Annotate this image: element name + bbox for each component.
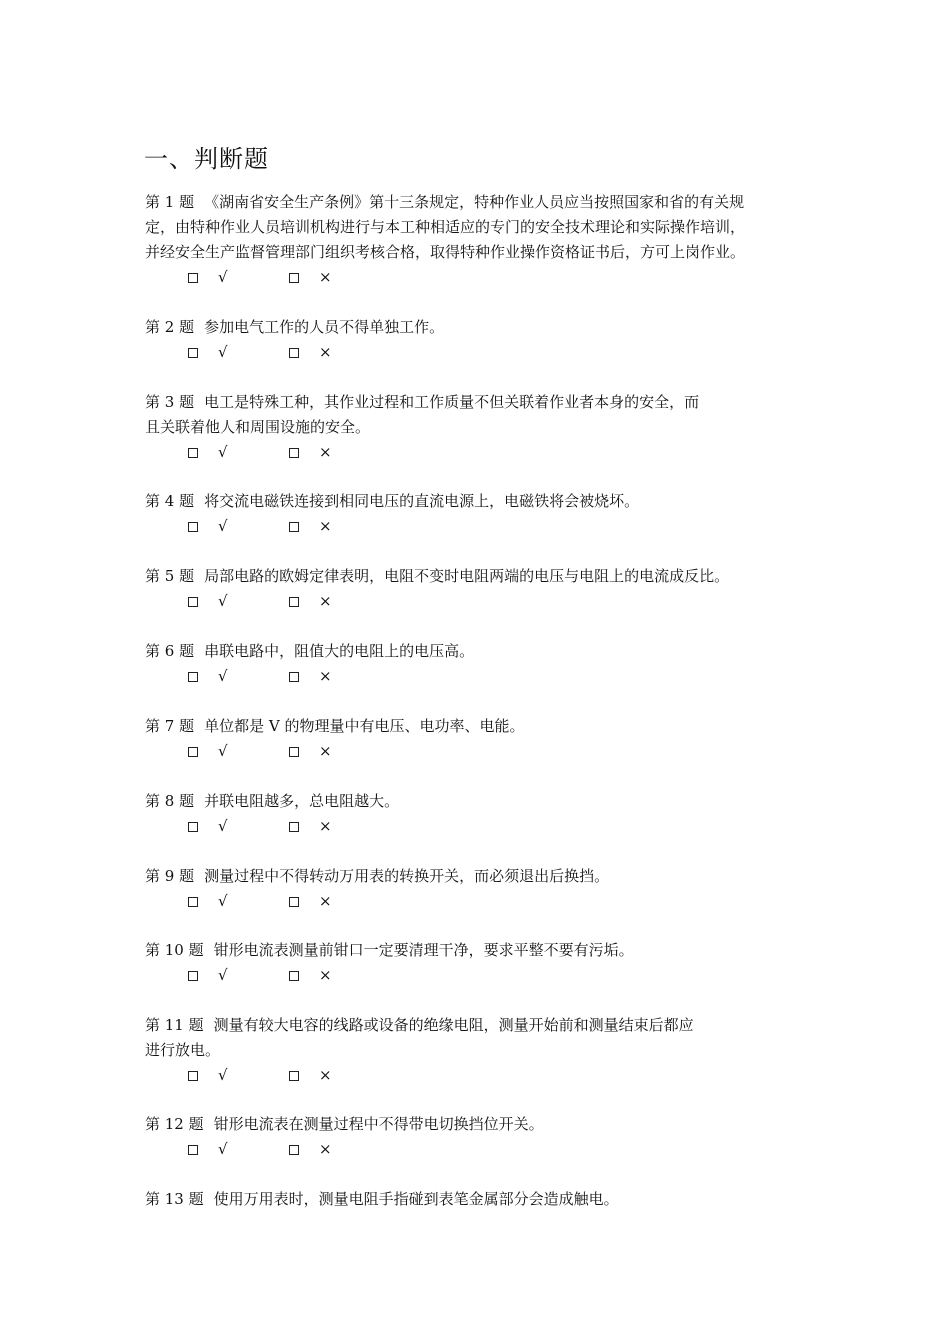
question-number: 第 13 题 bbox=[145, 1190, 204, 1208]
question-text-line bbox=[145, 864, 825, 889]
option-false[interactable] bbox=[289, 739, 332, 764]
question-text-line bbox=[145, 415, 825, 440]
question-text: 串联电路中，阻值大的电阻上的电压高。 bbox=[204, 642, 475, 660]
question-text: 进行放电。 bbox=[145, 1041, 221, 1059]
question-item bbox=[145, 190, 825, 290]
question-item bbox=[145, 789, 825, 839]
question-text: 电工是特殊工种，其作业过程和工作质量不但关联着作业者本身的安全，而 bbox=[204, 393, 700, 411]
option-true[interactable] bbox=[188, 963, 228, 988]
checkbox[interactable] bbox=[188, 897, 198, 907]
question-number: 第 9 题 bbox=[145, 867, 195, 885]
option-true-label: √ bbox=[218, 592, 228, 610]
option-false-label: × bbox=[319, 817, 332, 835]
option-true[interactable] bbox=[188, 440, 228, 465]
option-false[interactable] bbox=[289, 1137, 332, 1162]
question-text: 并经安全生产监督管理部门组织考核合格，取得特种作业操作资格证书后，方可上岗作业。 bbox=[145, 243, 746, 261]
question-item bbox=[145, 489, 825, 539]
option-false-label: × bbox=[319, 742, 332, 760]
option-false[interactable] bbox=[289, 814, 332, 839]
question-text: 且关联着他人和周围设施的安全。 bbox=[145, 418, 371, 436]
option-false-label: × bbox=[319, 268, 332, 286]
option-false[interactable] bbox=[289, 1063, 332, 1088]
question-item bbox=[145, 864, 825, 914]
option-false[interactable] bbox=[289, 340, 332, 365]
option-false-label: × bbox=[319, 1066, 332, 1084]
option-true[interactable] bbox=[188, 265, 228, 290]
option-false-label: × bbox=[319, 592, 332, 610]
question-number: 第 1 题 bbox=[145, 193, 195, 211]
option-true[interactable] bbox=[188, 340, 228, 365]
question-text: 局部电路的欧姆定律表明，电阻不变时电阻两端的电压与电阻上的电流成反比。 bbox=[204, 567, 730, 585]
question-item bbox=[145, 1013, 825, 1088]
option-true[interactable] bbox=[188, 739, 228, 764]
option-false[interactable] bbox=[289, 589, 332, 614]
question-text-line bbox=[145, 215, 825, 240]
answer-options bbox=[145, 739, 825, 764]
option-true[interactable] bbox=[188, 664, 228, 689]
option-true[interactable] bbox=[188, 589, 228, 614]
question-text-line bbox=[145, 315, 825, 340]
question-item bbox=[145, 714, 825, 764]
option-true[interactable] bbox=[188, 514, 228, 539]
checkbox[interactable] bbox=[188, 348, 198, 358]
option-true[interactable] bbox=[188, 1063, 228, 1088]
option-false-label: × bbox=[319, 443, 332, 461]
question-item bbox=[145, 1187, 825, 1212]
question-text-line bbox=[145, 489, 825, 514]
option-true-label: √ bbox=[218, 742, 228, 760]
question-number: 第 3 题 bbox=[145, 393, 195, 411]
question-text-line bbox=[145, 1112, 825, 1137]
option-false[interactable] bbox=[289, 963, 332, 988]
question-text: 测量有较大电容的线路或设备的绝缘电阻，测量开始前和测量结束后都应 bbox=[213, 1016, 694, 1034]
checkbox[interactable] bbox=[289, 597, 299, 607]
option-true-label: √ bbox=[218, 966, 228, 984]
question-item bbox=[145, 315, 825, 365]
checkbox[interactable] bbox=[188, 971, 198, 981]
question-text-line bbox=[145, 639, 825, 664]
checkbox[interactable] bbox=[289, 348, 299, 358]
question-item bbox=[145, 564, 825, 614]
option-true-label: √ bbox=[218, 1140, 228, 1158]
answer-options bbox=[145, 1063, 825, 1088]
checkbox[interactable] bbox=[188, 1145, 198, 1155]
checkbox[interactable] bbox=[188, 448, 198, 458]
question-number: 第 5 题 bbox=[145, 567, 195, 585]
option-false[interactable] bbox=[289, 265, 332, 290]
checkbox[interactable] bbox=[188, 747, 198, 757]
option-true-label: √ bbox=[218, 892, 228, 910]
question-text-line bbox=[145, 564, 825, 589]
question-number: 第 6 题 bbox=[145, 642, 195, 660]
question-number: 第 8 题 bbox=[145, 792, 195, 810]
answer-options bbox=[145, 514, 825, 539]
checkbox[interactable] bbox=[289, 448, 299, 458]
answer-options bbox=[145, 1137, 825, 1162]
question-text: 定，由特种作业人员培训机构进行与本工种相适应的专门的安全技术理论和实际操作培训， bbox=[145, 218, 746, 236]
question-number: 第 12 题 bbox=[145, 1115, 204, 1133]
answer-options bbox=[145, 963, 825, 988]
option-true-label: √ bbox=[218, 343, 228, 361]
question-text: 测量过程中不得转动万用表的转换开关，而必须退出后换挡。 bbox=[204, 867, 610, 885]
option-false[interactable] bbox=[289, 889, 332, 914]
option-false[interactable] bbox=[289, 514, 332, 539]
question-text-line bbox=[145, 240, 825, 265]
checkbox[interactable] bbox=[188, 273, 198, 283]
answer-options bbox=[145, 664, 825, 689]
checkbox[interactable] bbox=[188, 522, 198, 532]
option-true-label: √ bbox=[218, 667, 228, 685]
question-text: 《湖南省安全生产条例》第十三条规定，特种作业人员应当按照国家和省的有关规 bbox=[204, 193, 745, 211]
question-number: 第 4 题 bbox=[145, 492, 195, 510]
option-true-label: √ bbox=[218, 443, 228, 461]
option-true-label: √ bbox=[218, 517, 228, 535]
question-item bbox=[145, 1112, 825, 1162]
answer-options bbox=[145, 589, 825, 614]
question-text: 将交流电磁铁连接到相同电压的直流电源上，电磁铁将会被烧坏。 bbox=[204, 492, 640, 510]
checkbox[interactable] bbox=[289, 672, 299, 682]
question-text: 钳形电流表在测量过程中不得带电切换挡位开关。 bbox=[213, 1115, 544, 1133]
question-item bbox=[145, 390, 825, 465]
checkbox[interactable] bbox=[289, 822, 299, 832]
question-item bbox=[145, 938, 825, 988]
answer-options bbox=[145, 340, 825, 365]
checkbox[interactable] bbox=[289, 1145, 299, 1155]
option-false-label: × bbox=[319, 892, 332, 910]
question-text-line bbox=[145, 390, 825, 415]
checkbox[interactable] bbox=[289, 1071, 299, 1081]
question-text-line bbox=[145, 714, 825, 739]
option-false-label: × bbox=[319, 966, 332, 984]
answer-options bbox=[145, 889, 825, 914]
checkbox[interactable] bbox=[188, 672, 198, 682]
checkbox[interactable] bbox=[289, 273, 299, 283]
option-false-label: × bbox=[319, 517, 332, 535]
question-number: 第 7 题 bbox=[145, 717, 195, 735]
question-text-line bbox=[145, 190, 825, 215]
answer-options bbox=[145, 265, 825, 290]
section-title: 一、判断题 bbox=[144, 145, 269, 173]
checkbox[interactable] bbox=[188, 597, 198, 607]
option-true-label: √ bbox=[218, 817, 228, 835]
checkbox[interactable] bbox=[188, 822, 198, 832]
question-text: 参加电气工作的人员不得单独工作。 bbox=[204, 318, 445, 336]
checkbox[interactable] bbox=[289, 897, 299, 907]
question-text: 使用万用表时，测量电阻手指碰到表笔金属部分会造成触电。 bbox=[213, 1190, 619, 1208]
question-number: 第 11 题 bbox=[145, 1016, 204, 1034]
checkbox[interactable] bbox=[289, 971, 299, 981]
question-text-line bbox=[145, 1038, 825, 1063]
question-text-line bbox=[145, 1013, 825, 1038]
question-text: 并联电阻越多，总电阻越大。 bbox=[204, 792, 400, 810]
option-false[interactable] bbox=[289, 664, 332, 689]
option-false-label: × bbox=[319, 1140, 332, 1158]
question-number: 第 10 题 bbox=[145, 941, 204, 959]
option-true-label: √ bbox=[218, 268, 228, 286]
checkbox[interactable] bbox=[188, 1071, 198, 1081]
answer-options bbox=[145, 814, 825, 839]
option-false[interactable] bbox=[289, 440, 332, 465]
option-false-label: × bbox=[319, 667, 332, 685]
question-text-line bbox=[145, 938, 825, 963]
option-true[interactable] bbox=[188, 814, 228, 839]
option-true[interactable] bbox=[188, 889, 228, 914]
question-text-line bbox=[145, 1187, 825, 1212]
checkbox[interactable] bbox=[289, 522, 299, 532]
option-true-label: √ bbox=[218, 1066, 228, 1084]
question-text: 单位都是 V 的物理量中有电压、电功率、电能。 bbox=[204, 717, 525, 735]
question-item bbox=[145, 639, 825, 689]
question-text-line bbox=[145, 789, 825, 814]
option-true[interactable] bbox=[188, 1137, 228, 1162]
question-text: 钳形电流表测量前钳口一定要清理干净，要求平整不要有污垢。 bbox=[213, 941, 634, 959]
checkbox[interactable] bbox=[289, 747, 299, 757]
option-false-label: × bbox=[319, 343, 332, 361]
question-number: 第 2 题 bbox=[145, 318, 195, 336]
answer-options bbox=[145, 440, 825, 465]
